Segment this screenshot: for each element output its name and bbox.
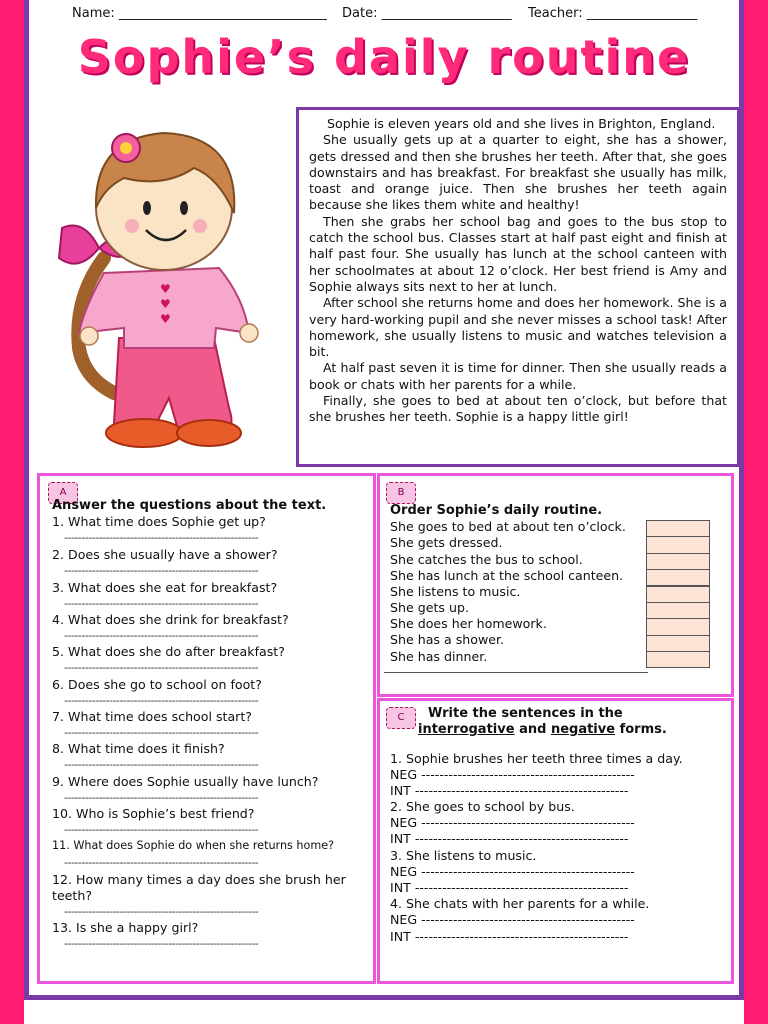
question-continued: teeth? (52, 888, 93, 903)
section-a-instruction: Answer the questions about the text. (52, 498, 327, 513)
story-paragraph: After school she returns home and does her homework. She is a very hard-working pupil and she never misses a school task! After homework, she usually listens to music and watches television a bit. (309, 295, 728, 360)
question: 8. What time does it finish? (52, 741, 225, 756)
svg-text:♥: ♥ (160, 282, 171, 296)
story-paragraph: She usually gets up at a quarter to eight, she has a shower, gets dressed and then she brushes her teeth. After that, she goes downstairs and has breakfast. For breakfast she usually has milk, toast and orange juice. Then she brushes her teeth again because she likes them white and healthy! (309, 132, 727, 213)
question: 5. What does she do after breakfast? (52, 644, 285, 659)
int-answer-line[interactable]: INT ----------------------------------------------- (390, 831, 629, 846)
section-c-instruction-line-2: interrogative and negative forms. (418, 722, 667, 737)
neg-answer-line[interactable]: NEG ----------------------------------------------- (390, 864, 635, 879)
answer-line[interactable]: -------------------------------------------------------- (64, 758, 259, 771)
routine-item: She has dinner. (390, 649, 488, 664)
story-paragraph: Finally, she goes to bed at about ten o’clock, but before that she brushes her teeth. Sophie is a happy little girl! (309, 393, 727, 425)
answer-line[interactable]: -------------------------------------------------------- (64, 823, 259, 836)
sentence: 1. Sophie brushes her teeth three times a day. (390, 751, 683, 766)
sentence: 3. She listens to music. (390, 848, 537, 863)
answer-line[interactable]: -------------------------------------------------------- (64, 937, 259, 950)
question: 9. Where does Sophie usually have lunch? (52, 774, 319, 789)
svg-text:♥: ♥ (160, 312, 171, 326)
order-number-box[interactable] (646, 553, 710, 570)
question: 7. What time does school start? (52, 709, 252, 724)
section-b-instruction: Order Sophie’s daily routine. (390, 503, 603, 518)
section-b-order (377, 473, 734, 697)
question: 1. What time does Sophie get up? (52, 514, 266, 529)
sentence: 4. She chats with her parents for a while. (390, 896, 650, 911)
answer-line[interactable]: -------------------------------------------------------- (64, 629, 259, 642)
int-answer-line[interactable]: INT ----------------------------------------------- (390, 783, 629, 798)
section-a-questions (37, 473, 376, 984)
routine-item: She has a shower. (390, 632, 505, 647)
order-number-box[interactable] (646, 586, 710, 603)
question: 10. Who is Sophie’s best friend? (52, 806, 255, 821)
answer-line[interactable]: -------------------------------------------------------- (64, 597, 259, 610)
page-title: Sophie’s daily routine (77, 30, 691, 84)
answer-line[interactable]: -------------------------------------------------------- (64, 564, 259, 577)
story-paragraph: Then she grabs her school bag and goes to the bus stop to catch the school bus. Classes start at half past eight and finish at half past four. She usually has lunch at the school canteen with her schoolmates at about 12 o’clock. Her best friend is Amy and Sophie always sits next to her at lunch. (309, 213, 727, 294)
question: 11. What does Sophie do when she returns home? (52, 839, 335, 852)
routine-item: She does her homework. (390, 616, 547, 631)
routine-item: She catches the bus to school. (390, 552, 583, 567)
left-border (24, 0, 29, 1000)
question: 13. Is she a happy girl? (52, 920, 199, 935)
int-answer-line[interactable]: INT ----------------------------------------------- (390, 880, 629, 895)
sentence: 2. She goes to school by bus. (390, 799, 575, 814)
bottom-border (24, 995, 744, 1000)
answer-line[interactable]: -------------------------------------------------------- (64, 856, 259, 869)
girl-illustration (44, 108, 284, 458)
routine-item: She gets up. (390, 600, 469, 615)
section-b-tag: B (386, 482, 416, 504)
routine-item: She listens to music. (390, 584, 521, 599)
question: 2. Does she usually have a shower? (52, 547, 278, 562)
order-number-box[interactable] (646, 635, 710, 652)
answer-line[interactable]: -------------------------------------------------------- (64, 905, 259, 918)
answer-line[interactable]: -------------------------------------------------------- (64, 694, 259, 707)
answer-line[interactable]: -------------------------------------------------------- (64, 726, 259, 739)
neg-answer-line[interactable]: NEG ----------------------------------------------- (390, 767, 635, 782)
date-field[interactable]: Date: ____________________ (342, 6, 512, 21)
section-c-tag: C (386, 707, 416, 729)
section-c-instruction: Write the sentences in the (428, 706, 623, 721)
order-number-box[interactable] (646, 520, 710, 537)
order-number-box[interactable] (646, 618, 710, 635)
interrogative-word: interrogative (418, 722, 515, 737)
order-number-box[interactable] (646, 536, 710, 553)
answer-line[interactable]: -------------------------------------------------------- (64, 661, 259, 674)
teacher-field[interactable]: Teacher: _________________ (528, 6, 698, 21)
header-fields (30, 6, 738, 26)
story-text (296, 107, 740, 467)
order-number-box[interactable] (646, 602, 710, 619)
section-a-tag: A (48, 482, 78, 504)
question: 3. What does she eat for breakfast? (52, 580, 278, 595)
story-paragraph: Sophie is eleven years old and she lives in Brighton, England. (327, 116, 716, 131)
question: 6. Does she go to school on foot? (52, 677, 262, 692)
routine-item: She gets dressed. (390, 535, 503, 550)
svg-text:♥: ♥ (160, 297, 171, 311)
section-c-transform (377, 698, 734, 984)
divider (384, 672, 648, 673)
neg-answer-line[interactable]: NEG ----------------------------------------------- (390, 815, 635, 830)
negative-word: negative (550, 722, 616, 737)
story-paragraph: At half past seven it is time for dinner. Then she usually reads a book or chats with her parents for a while. (309, 360, 727, 392)
name-field[interactable]: Name: ________________________________ (72, 6, 327, 21)
order-number-box[interactable] (646, 569, 710, 586)
answer-line[interactable]: -------------------------------------------------------- (64, 531, 259, 544)
answer-line[interactable]: -------------------------------------------------------- (64, 791, 259, 804)
question: 4. What does she drink for breakfast? (52, 612, 289, 627)
routine-item: She goes to bed at about ten o’clock. (390, 519, 626, 534)
neg-answer-line[interactable]: NEG ----------------------------------------------- (390, 912, 635, 927)
int-answer-line[interactable]: INT ----------------------------------------------- (390, 929, 629, 944)
order-number-box[interactable] (646, 651, 710, 668)
question: 12. How many times a day does she brush her (52, 872, 346, 887)
routine-item: She has lunch at the school canteen. (390, 568, 624, 583)
